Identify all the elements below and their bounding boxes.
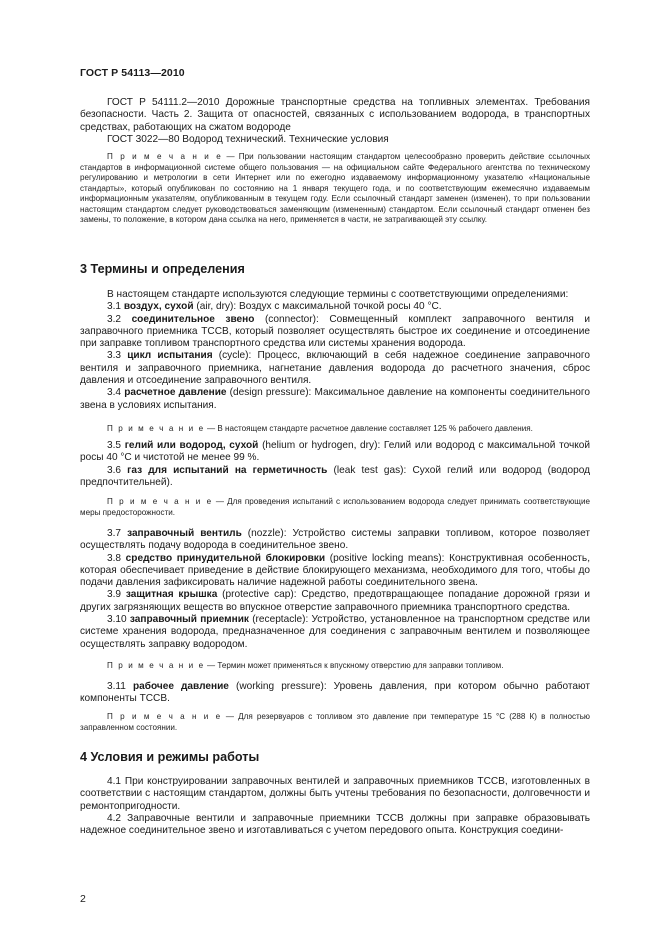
document-header-code: ГОСТ Р 54113—2010	[80, 67, 185, 79]
note-references	[80, 152, 590, 226]
clause-4-2: 4.2 Заправочные вентили и заправочные приемники ТССВ должны при заправке образовывать надежное соединительное звено и изготавливаться с учетом передового опыта. Конструкция соедини-	[80, 812, 590, 837]
section-4-body	[80, 776, 590, 837]
page-number: 2	[80, 893, 86, 905]
term-3-4: 3.4 расчетное давление (design pressure): Максимальное давление на компоненты соединительного звена в условиях испытания.	[80, 387, 590, 411]
note-lead: П р и м е ч а н и е	[107, 152, 223, 161]
term-3-3: 3.3 цикл испытания (cycle): Процесс, включающий в себя надежное соединение заправочного вентиля и заправочного приемника, нагнетание давления водорода до расчетного значения, сброс давления и отсоединение заправочного вентиля.	[80, 350, 590, 387]
note-text: — При пользовании настоящим стандартом целесообразно проверить действие ссылочных стандартов в информационной системе общего пользования — на официальном сайте Федерального агентства по техническому регулированию и метрологии в сети Интернет или по ежегодно издаваемому информационному указателю «Национальные стандарты», который опубликован по состоянию на 1 января текущего года, и по соответствующим ежемесячно издаваемым информационным указателям, опубликованным в текущем году. Если ссылочный стандарт заменен (изменен), то при пользовании настоящим стандартом следует руководствоваться заменяющим (измененным) стандартом. Если ссылочный стандарт отменен без замены, то положение, в котором дана ссылка на него, применяется в части, не затрагивающей эту ссылку.	[80, 152, 590, 224]
normative-references	[80, 97, 590, 146]
clause-4-1: 4.1 При конструировании заправочных вентилей и заправочных приемников ТССВ, изготовленных в соответствии с настоящим стандартом, должны быть учтены требования по безопасности, долговечности и ремонтопригодности.	[80, 776, 590, 812]
term-3-9: 3.9 защитная крышка (protective cap): Средство, предотвращающее попадание дорожной грязи и других загрязняющих веществ во впускное отверстие заправочного приемника транспортного средства.	[80, 589, 590, 613]
term-3-2: 3.2 соединительное звено (connector): Совмещенный комплект заправочного вентиля и заправочного приемника ТССВ, который позволяет осуществлять быстрое их соединение и отсоединение при заправке топливом транспортного средства или системы хранения водорода.	[80, 313, 590, 350]
term-3-6: 3.6 газ для испытаний на герметичность (leak test gas): Сухой гелий или водород (водород предпочтительней).	[80, 464, 590, 488]
term-3-7: 3.7 заправочный вентиль (nozzle): Устройство системы заправки топливом, которое позволяет осуществлять подачу водорода в соединительное звено.	[80, 528, 590, 552]
terms-3-7-3-10	[80, 528, 590, 651]
term-3-5: 3.5 гелий или водород, сухой (helium or hydrogen, dry): Гелий или водород с максимальной точкой росы 40 °С и чистотой не менее 99 %.	[80, 440, 591, 464]
term-3-11: 3.11 рабочее давление (working pressure): Уровень давления, при котором обычно работают компоненты ТССВ.	[80, 681, 590, 705]
section-3-intro: В настоящем стандарте используются следующие термины с соответствующими определениями:	[107, 289, 569, 300]
note-3-6: П р и м е ч а н и е — Для проведения испытаний с использованием водорода следует принимать соответствующие меры предосторожности.	[80, 497, 590, 517]
section-3-body	[80, 289, 590, 412]
term-3-8: 3.8 средство принудительной блокировки (positive locking means): Конструктивная особенность, которая обеспечивает приведение в действие блокирующего механизма, необходимого для того, чтобы до подачи давления зафиксировать наличие надежной работы соединительного звена.	[80, 552, 590, 589]
note-3-4: П р и м е ч а н и е — В настоящем стандарте расчетное давление составляет 125 % рабочего давления.	[107, 424, 533, 433]
section-4-heading: 4 Условия и режимы работы	[80, 750, 260, 764]
note-3-11: П р и м е ч а н и е — Для резервуаров с топливом это давление при температуре 15 °С (288 К) в полностью заправленном состоянии.	[80, 712, 590, 732]
reference-item: ГОСТ Р 54111.2—2010 Дорожные транспортные средства на топливных элементах. Требования безопасности. Часть 2. Защита от опасностей, связанных с использованием водорода, в транспортных средствах, работающих на сжатом водороде	[80, 97, 590, 133]
term-3-1: 3.1 воздух, сухой (air, dry): Воздух с максимальной точкой росы 40 °С.	[107, 301, 442, 313]
reference-item: ГОСТ 3022—80 Водород технический. Технические условия	[107, 133, 389, 145]
note-3-10: П р и м е ч а н и е — Термин может применяться к впускному отверстию для заправки топливом.	[107, 661, 504, 670]
section-3-heading: 3 Термины и определения	[80, 262, 245, 276]
terms-3-5-3-6	[80, 440, 590, 489]
term-3-11-block	[80, 681, 590, 706]
term-3-10: 3.10 заправочный приемник (receptacle): Устройство, установленное на транспортном средстве или системе хранения водорода, предназначенное для соединения с заправочным вентилем и позволяющее осуществлять заправку водородом.	[80, 614, 590, 650]
